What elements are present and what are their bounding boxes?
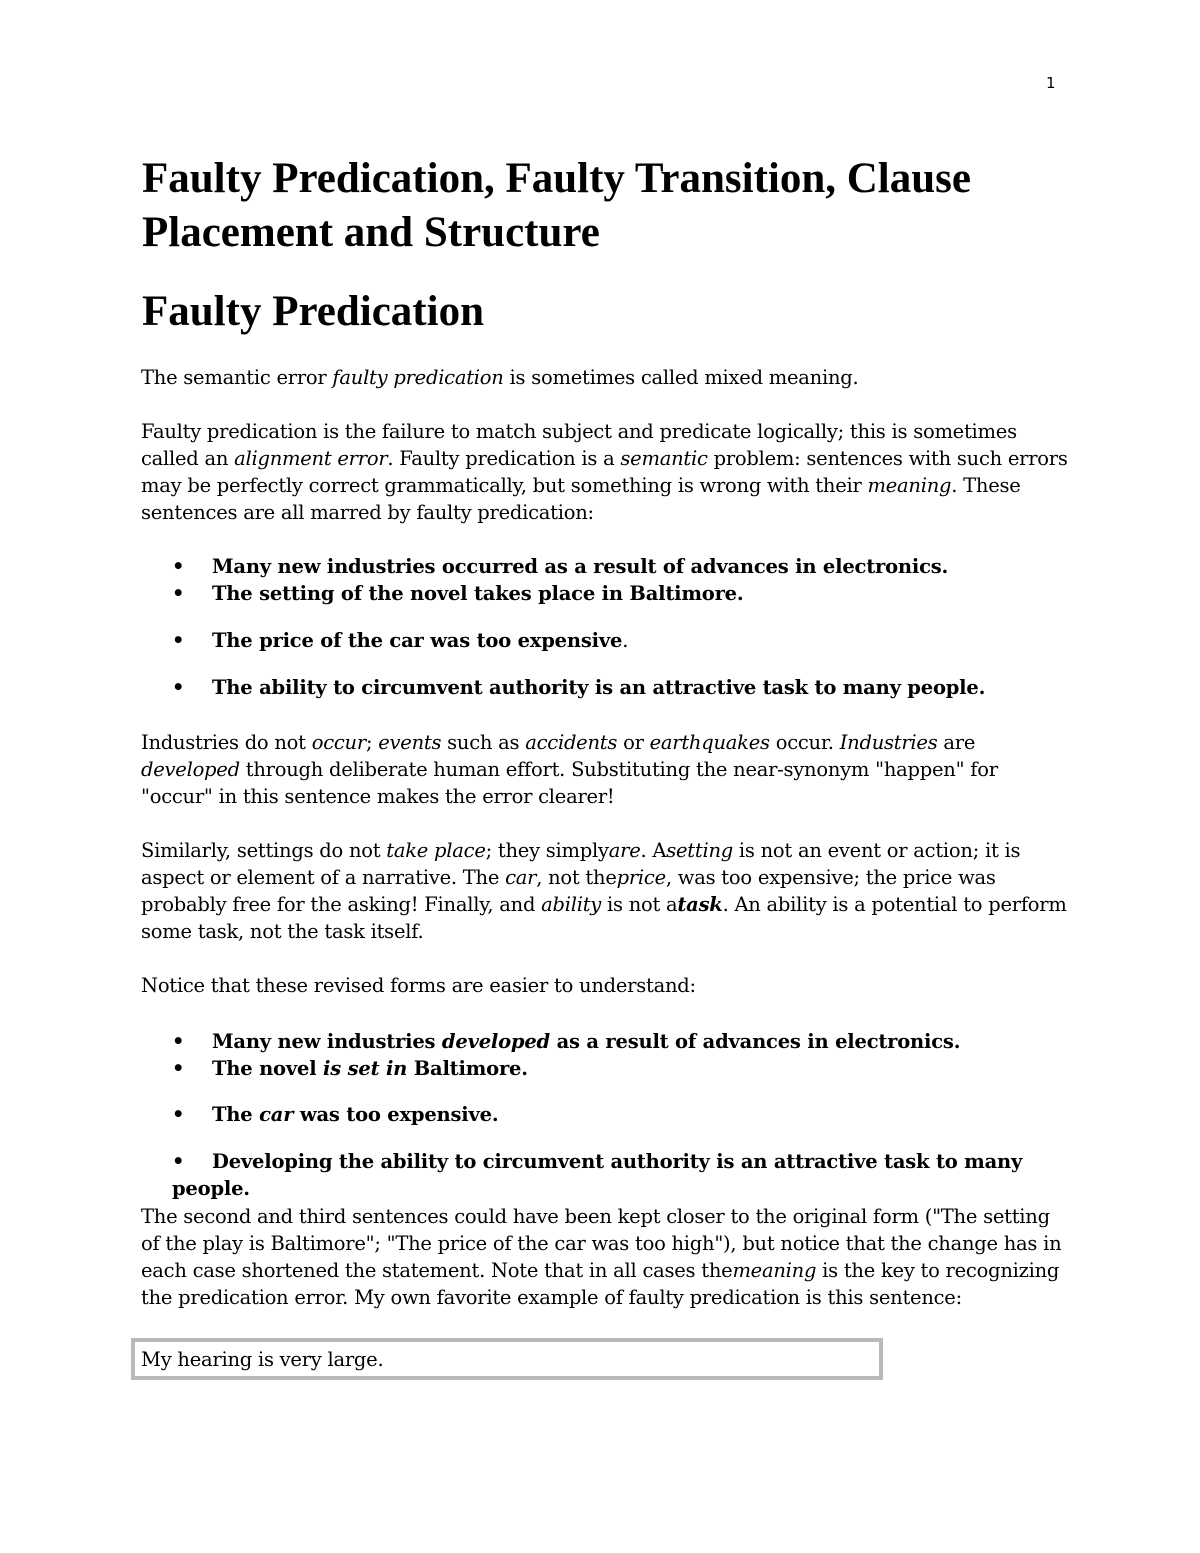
example-sentence: My hearing is very large. (141, 1348, 384, 1371)
list-item: • The price of the car was too expensive. (172, 629, 629, 652)
list-item: • Developing the ability to circumvent authority is an attractive task to many people. (172, 1150, 1023, 1200)
bullet-icon: • (172, 582, 185, 605)
list-item: • The ability to circumvent authority is an attractive task to many people. (172, 676, 986, 699)
paragraph-definition: Faulty predication is the failure to match subject and predicate logically; this is sometimes called an alignment error. Faulty predication is a semantic problem: sentences with such errors may be perfectly correct grammatically, but something is wrong with their meaning. These sentences are all marred by faulty predication: (141, 420, 1068, 524)
page-number: 1 (1046, 74, 1056, 92)
list-item: • The setting of the novel takes place in Baltimore. (172, 582, 744, 605)
example-box (131, 1338, 883, 1380)
paragraph-notice: Notice that these revised forms are easier to understand: (141, 974, 696, 997)
bullet-icon: • (172, 1103, 185, 1126)
bullet-icon: • (172, 1057, 185, 1080)
paragraph-conclusion: The second and third sentences could have been kept closer to the original form ("The setting of the play is Baltimore"; "The price of the car was too high"), but notice that the change has in each case shortened the statement. Note that in all cases themeaning is the key to recognizing the predication error. My own favorite example of faulty predication is this sentence: (141, 1205, 1062, 1309)
bullet-icon: • (172, 1030, 185, 1053)
paragraph-explanation-setting: Similarly, settings do not take place; they simplyare. Asetting is not an event or action; it is aspect or element of a narrative. The car, not theprice, was too expensive; the price was probably free for the asking! Finally, and ability is not atask. An ability is a potential to perform some task, not the task itself. (141, 839, 1067, 943)
bullet-icon: • (172, 555, 185, 578)
paragraph-explanation-industries: Industries do not occur; events such as accidents or earthquakes occur. Industries are developed through deliberate human effort. Substituting the near-synonym "happen" for "occur" in this sentence makes the error clearer! (141, 731, 998, 808)
bullet-icon: • (172, 1150, 185, 1173)
list-item: • The car was too expensive. (172, 1103, 499, 1126)
bullet-icon: • (172, 676, 185, 699)
bullet-icon: • (172, 629, 185, 652)
list-item: • Many new industries occurred as a result of advances in electronics. (172, 555, 949, 578)
section-heading: Faulty Predication (142, 288, 484, 335)
list-item: • Many new industries developed as a result of advances in electronics. (172, 1030, 961, 1053)
list-item: • The novel is set in Baltimore. (172, 1057, 528, 1080)
paragraph-intro: The semantic error faulty predication is sometimes called mixed meaning. (141, 366, 859, 389)
document-title: Faulty Predication, Faulty Transition, Clause Placement and Structure (142, 155, 971, 256)
